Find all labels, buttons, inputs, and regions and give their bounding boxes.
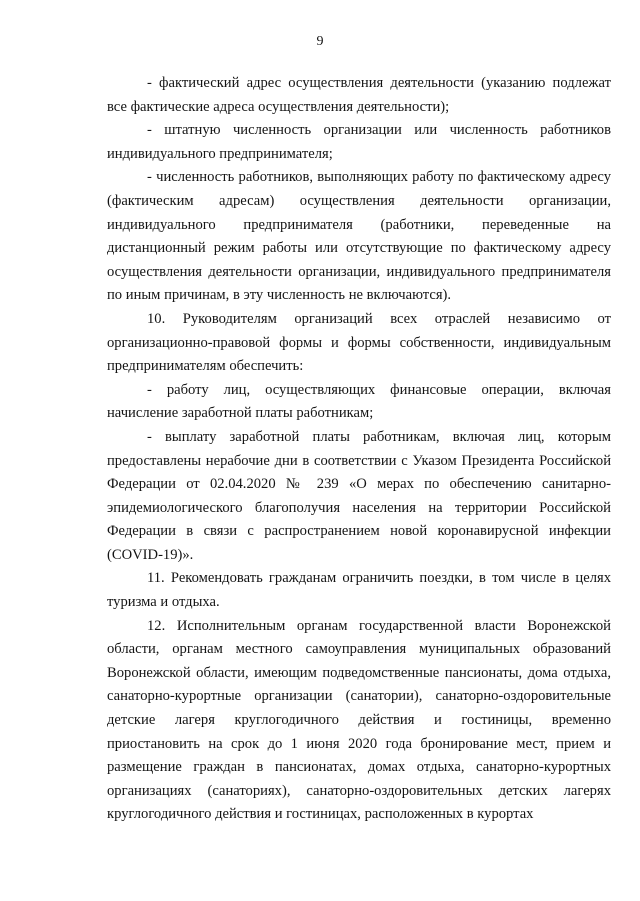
paragraph-workers-at-address: - численность работников, выполняющих работу по фактическому адресу (фактическим адресам) осуществления деятельности организации, индивидуального предпринимателя (работники, переведенные на дистанционный режим работы или отсутствующие по фактическому адресу осуществления деятельности организации, индивидуального предпринимателя по иным причинам, в эту численность не включаются). [107,169,611,304]
paragraph-salary-payment: - выплату заработной платы работникам, включая лиц, которым предоставлены нерабочие дни в соответствии с Указом Президента Российской Федерации от 02.04.2020 № 239 «О мерах по обеспечению санитарно-эпидемиологического благополучия населения на территории Российской Федерации в связи с распространением новой коронавирусной инфекции (COVID-19)». [107,428,611,563]
paragraph-item-10: 10. Руководителям организаций всех отраслей независимо от организационно-правовой формы и формы собственности, индивидуальным предпринимателям обеспечить: [107,310,611,375]
paragraph-financial-operations: - работу лиц, осуществляющих финансовые операции, включая начисление заработной платы работникам; [107,381,611,422]
document-body [107,72,611,827]
page-number: 9 [316,34,324,49]
paragraph-item-11: 11. Рекомендовать гражданам ограничить поездки, в том числе в целях туризма и отдыха. [107,570,611,611]
paragraph-actual-address: - фактический адрес осуществления деятельности (указанию подлежат все фактические адреса осуществления деятельности); [107,75,611,115]
paragraph-staff-count: - штатную численность организации или численность работников индивидуального предпринимателя; [107,122,611,162]
paragraph-item-12: 12. Исполнительным органам государственной власти Воронежской области, органам местного самоуправления муниципальных образований Воронежской области, имеющим подведомственные пансионаты, дома отдыха, санаторно-курортные организации (санатории), санаторно-оздоровительные детские лагеря круглогодичного действия и гостиницы, временно приостановить на срок до 1 июня 2020 года бронирование мест, прием и размещение граждан в пансионатах, домах отдыха, санаторно-курортных организациях (санаториях), санаторно-оздоровительных детских лагерях круглогодичного действия и гостиницах, расположенных в курортах [107,617,611,823]
